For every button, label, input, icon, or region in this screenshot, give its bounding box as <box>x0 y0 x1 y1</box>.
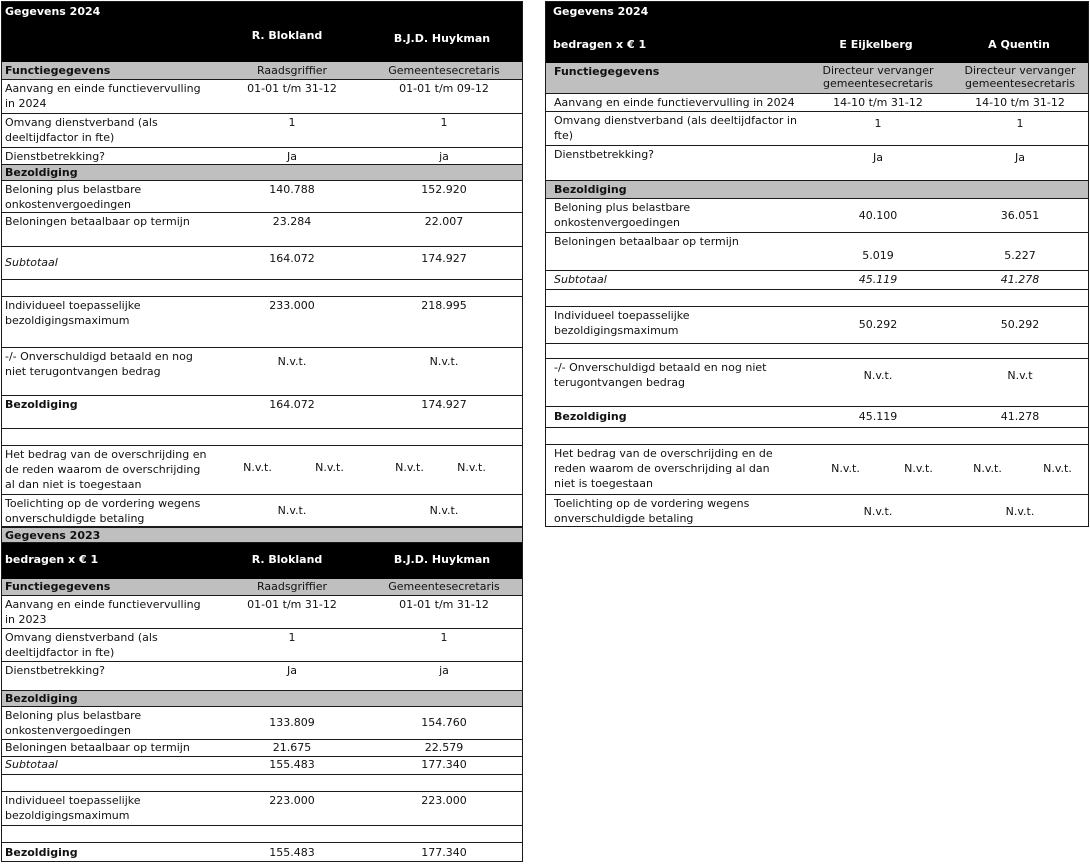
row-subtotaal: Subtotaal 155.483 177.340 <box>2 757 522 775</box>
row-beloning: Beloning plus belastbare onkostenvergoedingen 133.809 154.760 <box>2 707 522 740</box>
row-functiegegevens: Functiegegevens Directeur vervanger gemeentesecretaris Directeur vervanger gemeentesecretaris <box>546 63 1088 94</box>
row-omvang: Omvang dienstverband (als deeltijdfactor in fte) 1 1 <box>2 114 522 148</box>
row-onverschuldigd: -/- Onverschuldigd betaald en nog niet terugontvangen bedrag N.v.t. N.v.t. <box>2 348 522 396</box>
row-bezoldiging: Bezoldiging 164.072 174.927 <box>2 396 522 429</box>
row-toelichting: Toelichting op de vordering wegens onverschuldigde betaling N.v.t. N.v.t. <box>5 497 459 525</box>
row-aanvang: Aanvang en einde functievervulling in 2024 14-10 t/m 31-12 14-10 t/m 31-12 <box>546 94 1088 112</box>
table-2023-blokland-huykman <box>1 527 523 862</box>
row-empty <box>546 344 1088 359</box>
table-header <box>2 2 522 62</box>
column-header-1: R. Blokland <box>251 29 323 42</box>
row-onverschuldigd: -/- Onverschuldigd betaald en nog niet terugontvangen bedrag N.v.t. N.v.t <box>546 359 1088 407</box>
row-termijn: Beloningen betaalbaar op termijn 21.675 22.579 <box>2 740 522 757</box>
row-bezoldiging-head: Bezoldiging <box>2 165 522 181</box>
row-empty <box>546 290 1088 307</box>
row-beloning: Beloning plus belastbare onkostenvergoedingen 40.100 36.051 <box>546 199 1088 233</box>
row-bezoldiging: Bezoldiging 45.119 41.278 <box>546 407 1088 428</box>
row-overschrijding: Het bedrag van de overschrijding en de reden waarom de overschrijding al dan niet is toegestaan N.v.t. N.v.t. N.v.t. N.v.t. <box>546 445 1088 495</box>
table-2024-blokland-huykman <box>1 1 523 527</box>
row-subtotaal: Subtotaal 45.119 41.278 <box>546 271 1088 290</box>
row-aanvang: Aanvang en einde functievervulling in 2024 01-01 t/m 31-12 01-01 t/m 09-12 <box>2 80 522 114</box>
row-empty <box>2 429 522 446</box>
row-aanvang: Aanvang en einde functievervulling in 2023 01-01 t/m 31-12 01-01 t/m 31-12 <box>2 596 522 629</box>
column-header-2: A Quentin <box>988 38 1050 51</box>
table-title: Gegevens 2024 <box>5 5 101 18</box>
row-termijn: Beloningen betaalbaar op termijn 23.284 22.007 <box>2 213 522 247</box>
row-empty <box>546 428 1088 445</box>
row-empty <box>2 280 522 297</box>
column-header-1: E Eijkelberg <box>839 38 913 51</box>
row-dienstbetrekking: Dienstbetrekking? Ja ja <box>2 148 522 165</box>
row-maximum: Individueel toepasselijke bezoldigingsmaximum 233.000 218.995 <box>2 297 522 348</box>
row-beloning: Beloning plus belastbare onkostenvergoedingen 140.788 152.920 <box>2 181 522 213</box>
row-omvang: Omvang dienstverband (als deeltijdfactor in fte) 1 1 <box>2 629 522 662</box>
row-bezoldiging: Bezoldiging 155.483 177.340 <box>5 846 467 859</box>
row-functiegegevens: Functiegegevens Raadsgriffier Gemeentesecretaris <box>2 579 522 596</box>
row-omvang: Omvang dienstverband (als deeltijdfactor in fte) 1 1 <box>546 112 1088 146</box>
row-maximum: Individueel toepasselijke bezoldigingsmaximum 50.292 50.292 <box>546 307 1088 344</box>
row-maximum: Individueel toepasselijke bezoldigingsmaximum 223.000 223.000 <box>2 792 522 826</box>
row-bezoldiging-head: Bezoldiging <box>2 691 522 707</box>
bedragen-label: bedragen x € 1 <box>553 38 647 51</box>
bedragen-label: bedragen x € 1 <box>5 553 99 566</box>
table-title-row <box>2 528 522 543</box>
column-header-2: B.J.D. Huykman <box>393 32 491 45</box>
column-header-1: R. Blokland <box>251 553 323 566</box>
table-2024-eijkelberg-quentin <box>545 1 1089 527</box>
row-toelichting: Toelichting op de vordering wegens onverschuldigde betaling N.v.t. N.v.t. <box>554 497 1035 525</box>
column-header-2: B.J.D. Huykman <box>393 553 491 566</box>
table-header <box>2 543 522 579</box>
row-functiegegevens: Functiegegevens Raadsgriffier Gemeentesecretaris <box>2 62 522 80</box>
row-empty <box>2 775 522 792</box>
table-header <box>546 2 1088 63</box>
row-dienstbetrekking: Dienstbetrekking? Ja ja <box>2 662 522 691</box>
table-title: Gegevens 2024 <box>553 5 649 18</box>
row-bezoldiging-head: Bezoldiging <box>546 181 1088 199</box>
table-title: Gegevens 2023 <box>5 529 101 542</box>
row-overschrijding: Het bedrag van de overschrijding en de reden waarom de overschrijding al dan niet is toegestaan N.v.t. N.v.t. N.v.t. N.v.t. <box>2 446 522 495</box>
row-termijn: Beloningen betaalbaar op termijn 5.019 5.227 <box>546 233 1088 271</box>
row-dienstbetrekking: Dienstbetrekking? Ja Ja <box>546 146 1088 181</box>
row-subtotaal: Subtotaal 164.072 174.927 <box>2 247 522 280</box>
row-empty <box>2 826 522 843</box>
